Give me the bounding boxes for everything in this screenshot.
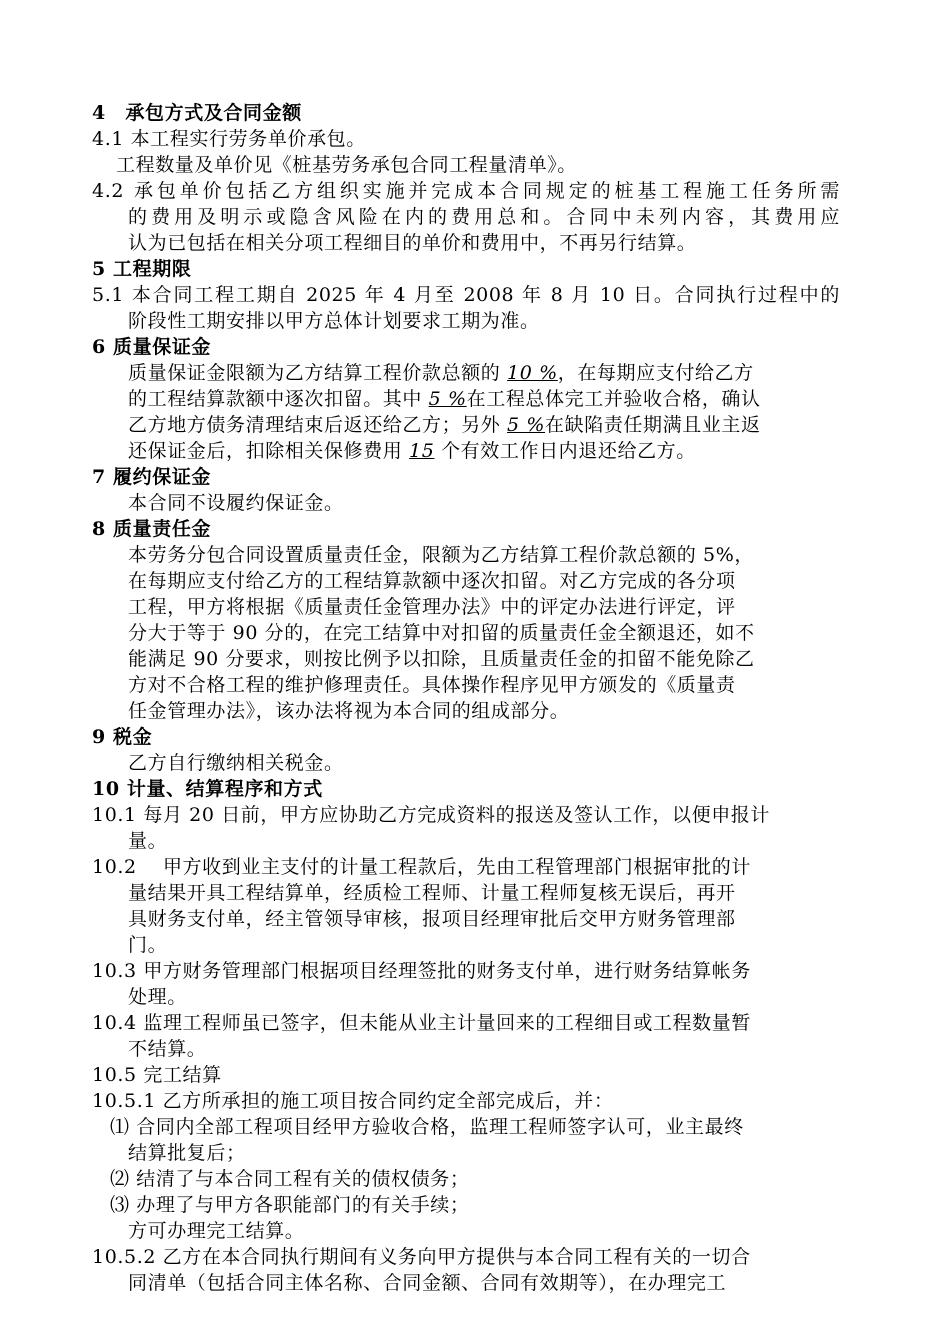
clause-10-5-1-line-1: 10.5.1 乙方所承担的施工项目按合同约定全部完成后，并：: [92, 1090, 614, 1112]
clause-4-1: 4.1 本工程实行劳务单价承包。: [92, 128, 366, 150]
clause-10-5-1-item-2: ⑵ 结清了与本合同工程有关的债权债务；: [110, 1168, 470, 1190]
clause-5-1-line-1: 5.1 本合同工程工期自 2025 年 4 月至 2008 年 8 月 10 日。合同执行过程中的: [92, 284, 840, 306]
section-heading-8: 8 质量责任金: [92, 518, 212, 540]
clause-6-line-1: [92, 360, 840, 386]
document-body: [92, 100, 840, 1296]
section-heading-6: 6 质量保证金: [92, 336, 212, 358]
clause-10-5-heading: 10.5 完工结算: [92, 1064, 222, 1086]
clause-10-3-line-1: 10.3 甲方财务管理部门根据项目经理签批的财务支付单，进行财务结算帐务: [92, 960, 751, 982]
clause-10-5-1-item-1-cont: 结算批复后；: [128, 1142, 246, 1164]
clause-6-text: 在工程总体完工并验收合格，确认: [466, 388, 761, 410]
clause-10-1-line-2: 量。: [128, 830, 168, 852]
clause-6-text: 乙方地方债务清理结束后返还给乙方；另外: [128, 414, 508, 436]
clause-6-text: 的工程结算款额中逐次扣留。其中: [128, 388, 429, 410]
clause-10-3-line-2: 处理。: [128, 986, 187, 1008]
clause-10-2-line-2: 量结果开具工程结算单，经质检工程师、计量工程师复核无误后，再开: [128, 882, 736, 904]
clause-6-text: 质量保证金限额为乙方结算工程价款总额的: [128, 362, 508, 384]
clause-10-5-2-line-2: 同清单（包括合同主体名称、合同金额、合同有效期等），在办理完工: [128, 1272, 727, 1294]
clause-6-text: 还保证金后，扣除相关保修费用: [128, 440, 410, 462]
clause-6-line-3: [92, 412, 840, 438]
clause-8-line-7: 任金管理办法》，该办法将视为本合同的组成部分。: [128, 700, 570, 722]
clause-4-1-detail: 工程数量及单价见《桩基劳务承包合同工程量清单》。: [116, 154, 577, 176]
clause-6-line-4: [92, 438, 840, 464]
retention-rate-first: 5 %: [428, 388, 467, 410]
clause-10-2-line-4: 门。: [128, 934, 168, 956]
clause-10-1-line-1: 10.1 每月 20 日前，甲方应协助乙方完成资料的报送及签认工作，以便申报计: [92, 804, 771, 826]
clause-10-5-1-conclusion: 方可办理完工结算。: [128, 1220, 305, 1242]
section-heading-7: 7 履约保证金: [92, 466, 212, 488]
clause-9-line-1: 乙方自行缴纳相关税金。: [128, 752, 344, 774]
clause-10-4-line-1: 10.4 监理工程师虽已签字，但未能从业主计量回来的工程细目或工程数量暂: [92, 1012, 751, 1034]
clause-8-line-6: 方对不合格工程的维护修理责任。具体操作程序见甲方颁发的《质量责: [128, 674, 736, 696]
retention-rate-second: 5 %: [507, 414, 546, 436]
clause-6-text: 个有效工作日内退还给乙方。: [434, 440, 696, 462]
clause-10-5-2-line-1: 10.5.2 乙方在本合同执行期间有义务向甲方提供与本合同工程有关的一切合: [92, 1246, 751, 1268]
clause-8-line-2: 在每期应支付给乙方的工程结算款额中逐次扣留。对乙方完成的各分项: [128, 570, 736, 592]
clause-4-2-line-1: 4.2 承包单价包括乙方组织实施并完成本合同规定的桩基工程施工任务所需: [92, 180, 840, 202]
section-heading-9: 9 税金: [92, 726, 153, 748]
clause-10-5-1-item-1: ⑴ 合同内全部工程项目经甲方验收合格，监理工程师签字认可，业主最终: [110, 1116, 744, 1138]
clause-8-line-1: 本劳务分包合同设置质量责任金，限额为乙方结算工程价款总额的 5%，: [128, 544, 754, 566]
clause-6-text: 在缺陷责任期满且业主返: [545, 414, 761, 436]
clause-10-4-line-2: 不结算。: [128, 1038, 207, 1060]
clause-6-line-2: [92, 386, 840, 412]
clause-4-2-line-3: 认为已包括在相关分项工程细目的单价和费用中，不再另行结算。: [128, 232, 697, 254]
clause-10-2-line-3: 具财务支付单，经主管领导审核，报项目经理审批后交甲方财务管理部: [128, 908, 736, 930]
clause-10-5-1-item-3: ⑶ 办理了与甲方各职能部门的有关手续；: [110, 1194, 470, 1216]
clause-5-1-line-2: 阶段性工期安排以甲方总体计划要求工期为准。: [128, 310, 540, 332]
clause-10-2-line-1: 10.2 甲方收到业主支付的计量工程款后，先由工程管理部门根据审批的计: [92, 856, 751, 878]
clause-8-line-4: 分大于等于 90 分的，在完工结算中对扣留的质量责任金全额退还，如不: [128, 622, 755, 644]
clause-4-2-line-2: 的费用及明示或隐含风险在内的费用总和。合同中未列内容，其费用应: [128, 206, 840, 228]
clause-6-text: ，在每期应支付给乙方: [557, 362, 754, 384]
retention-rate: 10 %: [507, 362, 558, 384]
section-heading-10: 10 计量、结算程序和方式: [92, 778, 323, 800]
clause-8-line-5: 能满足 90 分要求，则按比例予以扣除，且质量责任金的扣留不能免除乙: [128, 648, 755, 670]
refund-workdays: 15: [409, 440, 435, 462]
section-heading-5: 5 工程期限: [92, 258, 192, 280]
clause-8-line-3: 工程，甲方将根据《质量责任金管理办法》中的评定办法进行评定，评: [128, 596, 736, 618]
clause-7-line-1: 本合同不设履约保证金。: [128, 492, 344, 514]
section-heading-4: 4 承包方式及合同金额: [92, 102, 302, 124]
